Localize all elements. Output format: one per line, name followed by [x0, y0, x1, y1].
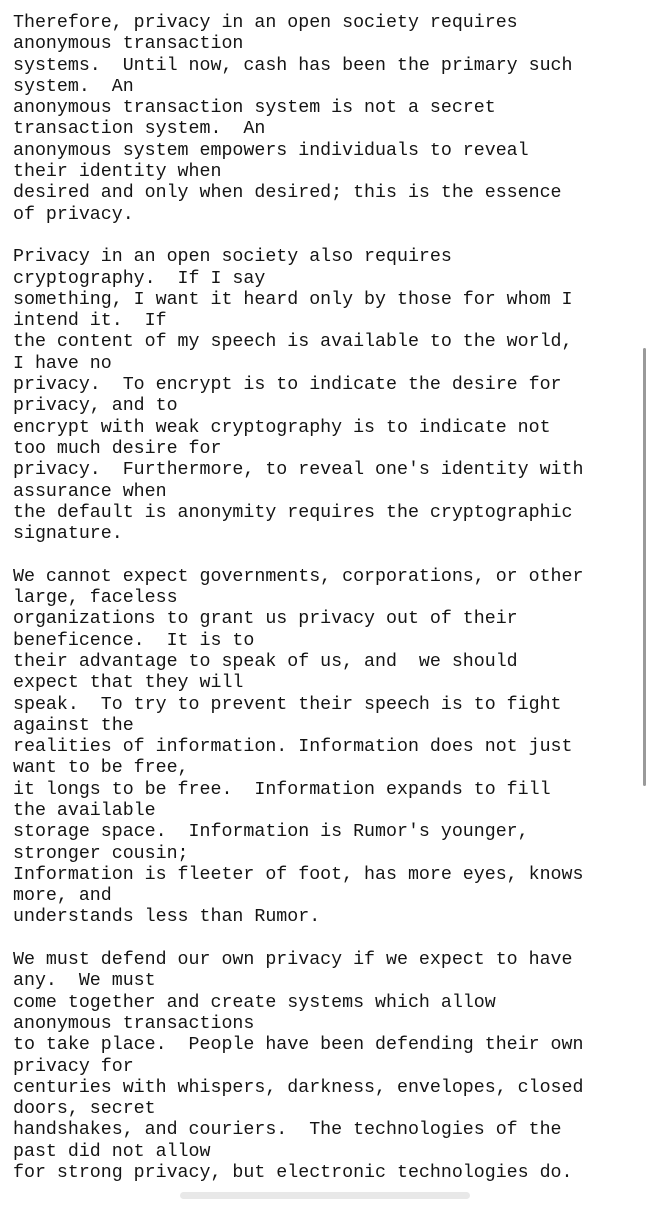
- text-line: of privacy.: [13, 204, 134, 225]
- text-line: privacy, and to: [13, 396, 178, 417]
- text-line: for strong privacy, but electronic technologies do.: [13, 1163, 573, 1184]
- home-indicator: [180, 1192, 470, 1199]
- text-line: transaction system. An: [13, 119, 266, 140]
- text-line: anonymous system empowers individuals to reveal: [13, 140, 529, 161]
- text-line: privacy for: [13, 1056, 134, 1077]
- text-line: large, faceless: [13, 588, 178, 609]
- text-line: to take place. People have been defending their own: [13, 1035, 584, 1056]
- text-line: anonymous transaction: [13, 34, 244, 55]
- text-line: cryptography. If I say: [13, 268, 266, 289]
- text-line: system. An: [13, 76, 134, 97]
- text-line: want to be free,: [13, 758, 189, 779]
- text-line: the available: [13, 800, 156, 821]
- paragraph: [13, 950, 638, 1184]
- text-line: understands less than Rumor.: [13, 907, 321, 928]
- document-body: [13, 13, 638, 1206]
- text-line: more, and: [13, 886, 112, 907]
- text-line: centuries with whispers, darkness, envelopes, closed: [13, 1077, 584, 1098]
- text-line: anonymous transaction system is not a secret: [13, 98, 496, 119]
- text-line: Therefore, privacy in an open society requires: [13, 13, 518, 33]
- vertical-scrollbar[interactable]: [643, 348, 646, 786]
- text-line: speak. To try to prevent their speech is to fight: [13, 694, 562, 715]
- text-line: desired and only when desired; this is the essence: [13, 183, 562, 204]
- text-line: I have no: [13, 353, 112, 374]
- text-line: doors, secret: [13, 1099, 156, 1120]
- text-line: privacy. Furthermore, to reveal one's identity with: [13, 460, 584, 481]
- text-line: organizations to grant us privacy out of their: [13, 609, 518, 630]
- text-line: expect that they will: [13, 673, 244, 694]
- text-line: Privacy in an open society also requires: [13, 247, 452, 268]
- text-line: realities of information. Information does not just: [13, 737, 573, 758]
- paragraph: [13, 13, 638, 226]
- text-line: against the: [13, 715, 134, 736]
- text-line: their identity when: [13, 162, 222, 183]
- text-line: the content of my speech is available to the world,: [13, 332, 573, 353]
- text-line: encrypt with weak cryptography is to indicate not: [13, 417, 551, 438]
- text-line: privacy. To encrypt is to indicate the desire for: [13, 375, 562, 396]
- paragraph: [13, 567, 638, 929]
- text-line: the default is anonymity requires the cryptographic: [13, 502, 573, 523]
- text-line: signature.: [13, 524, 123, 545]
- text-line: it longs to be free. Information expands to fill: [13, 779, 551, 800]
- text-line: assurance when: [13, 481, 167, 502]
- text-line: intend it. If: [13, 311, 167, 332]
- text-line: beneficence. It is to: [13, 630, 255, 651]
- text-line: anonymous transactions: [13, 1013, 255, 1034]
- text-line: We cannot expect governments, corporations, or other: [13, 566, 584, 587]
- text-line: something, I want it heard only by those for whom I: [13, 289, 573, 310]
- text-line: stronger cousin;: [13, 843, 189, 864]
- text-line: Information is fleeter of foot, has more eyes, knows: [13, 864, 584, 885]
- text-line: We must defend our own privacy if we expect to have: [13, 950, 573, 971]
- text-line: come together and create systems which allow: [13, 992, 496, 1013]
- text-line: too much desire for: [13, 438, 222, 459]
- text-line: systems. Until now, cash has been the primary such: [13, 55, 573, 76]
- text-line: any. We must: [13, 971, 156, 992]
- text-line: handshakes, and couriers. The technologies of the: [13, 1120, 562, 1141]
- text-line: their advantage to speak of us, and we should: [13, 651, 518, 672]
- text-line: storage space. Information is Rumor's younger,: [13, 822, 529, 843]
- text-line: past did not allow: [13, 1141, 211, 1162]
- paragraph: [13, 247, 638, 545]
